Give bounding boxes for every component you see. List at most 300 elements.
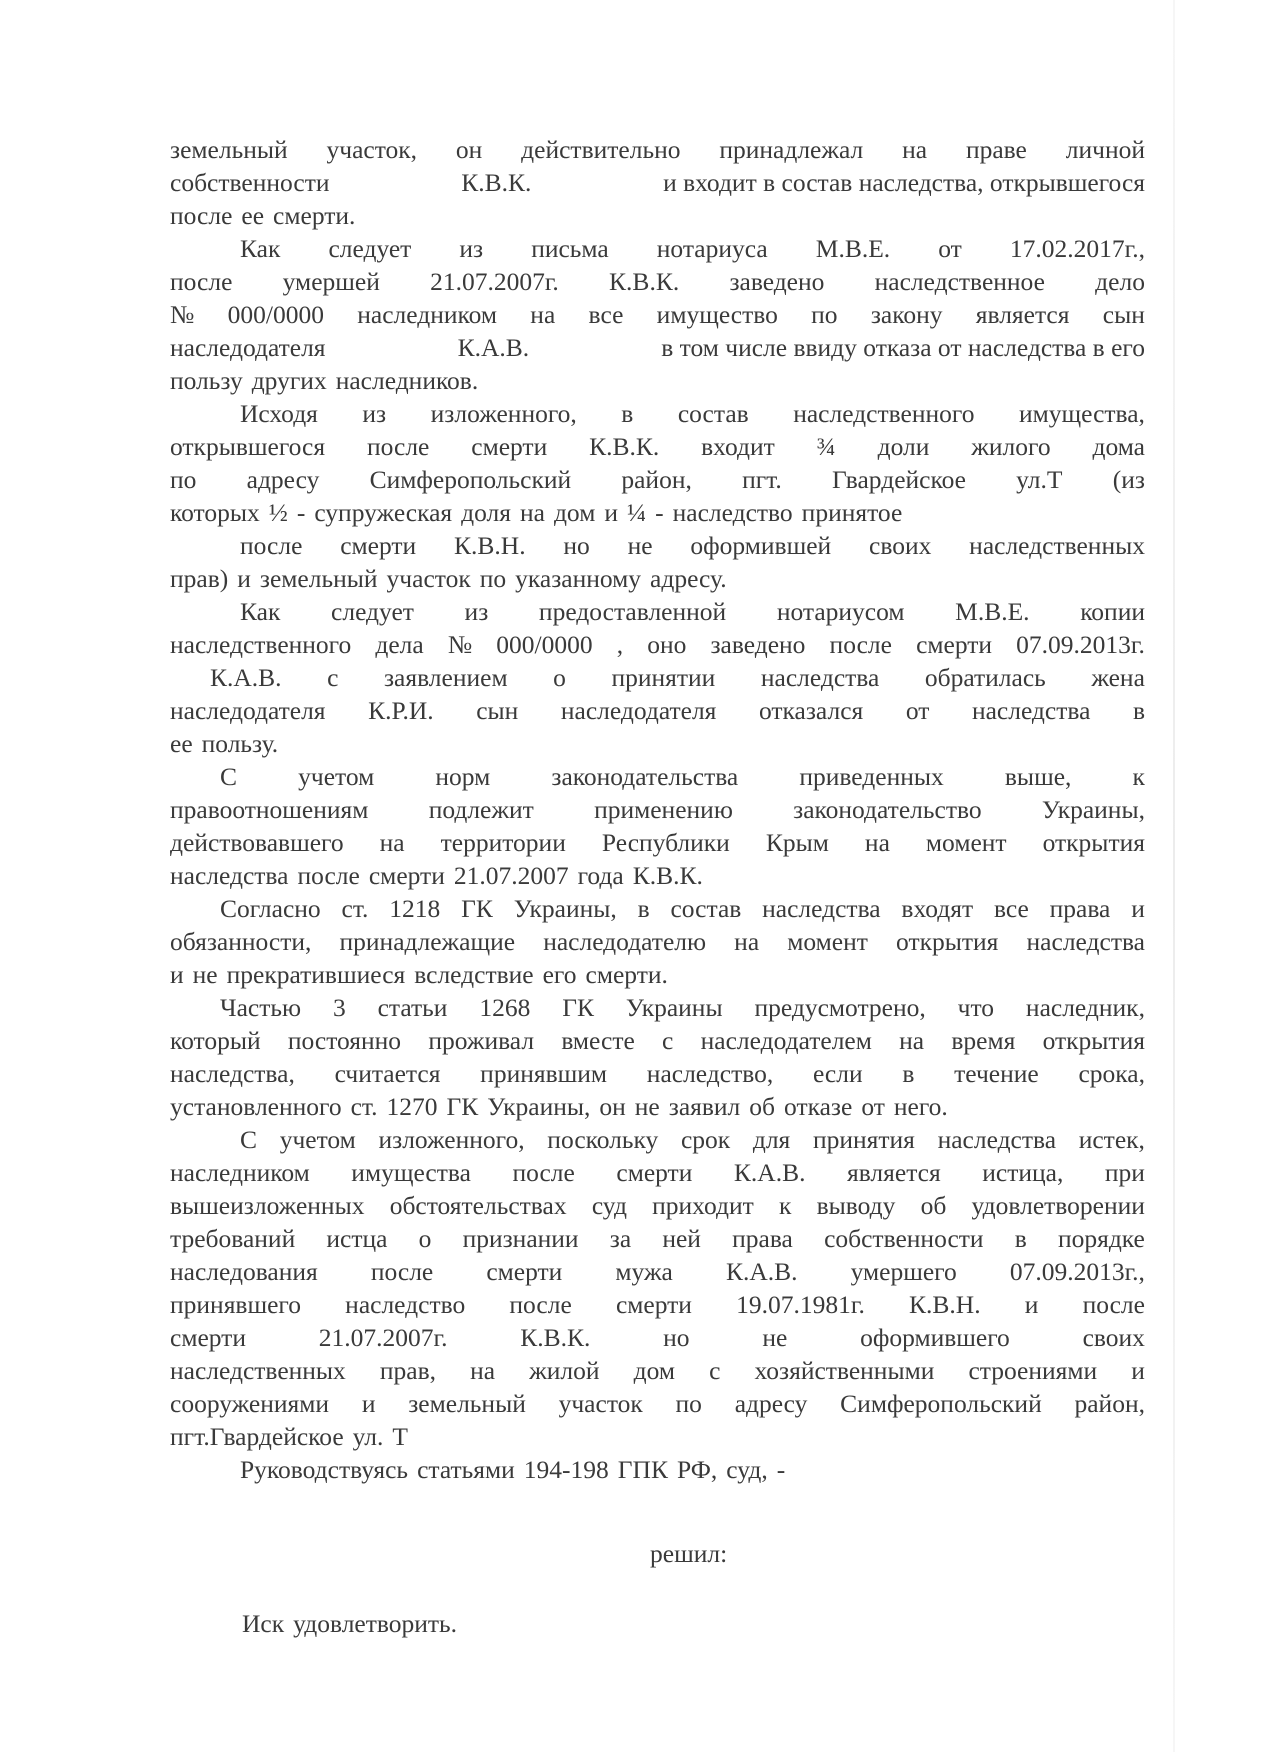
word: сын xyxy=(476,696,519,725)
word: наследственное xyxy=(874,267,1045,296)
word: № xyxy=(447,630,473,659)
word: является xyxy=(975,300,1070,329)
word: строениями xyxy=(968,1356,1098,1385)
word: следует xyxy=(331,597,414,626)
word: наследства xyxy=(1026,927,1145,956)
word: после xyxy=(366,432,430,461)
word: сооружениями xyxy=(170,1389,330,1418)
word: истек, xyxy=(1078,1125,1145,1154)
word: наследодателя xyxy=(170,696,326,725)
text-line xyxy=(170,859,1145,892)
text-line xyxy=(170,265,1145,298)
word: наследства xyxy=(937,1125,1057,1154)
word: после xyxy=(170,267,233,296)
word: прав) xyxy=(170,564,229,593)
word: установленного xyxy=(170,1092,342,1121)
word: законодательство xyxy=(793,795,982,824)
word: нотариусом xyxy=(776,597,905,626)
word: не xyxy=(627,531,653,560)
word: имущество xyxy=(656,300,778,329)
word: адресу. xyxy=(650,564,727,593)
decision-heading: решил: xyxy=(650,1539,728,1568)
word: и xyxy=(237,564,251,593)
word: открытия xyxy=(1042,1026,1145,1055)
word: и xyxy=(361,1389,376,1418)
word: заведено xyxy=(710,630,806,659)
word: от xyxy=(861,1092,885,1121)
text-line xyxy=(170,232,1145,265)
word: наследственных xyxy=(969,531,1145,560)
word: К.Р.И. xyxy=(368,696,434,725)
word: при xyxy=(1104,1158,1145,1187)
word: указанному xyxy=(515,564,642,593)
text-line xyxy=(170,430,1145,463)
word: ГПК xyxy=(617,1455,668,1484)
word: к xyxy=(1132,762,1145,791)
word: прав, xyxy=(379,1356,437,1385)
word: РФ, xyxy=(676,1455,718,1484)
word: что xyxy=(957,993,995,1022)
word: собственности xyxy=(824,1224,984,1253)
word: предусмотрено, xyxy=(754,993,926,1022)
word: после xyxy=(1082,1290,1145,1319)
word: подлежит xyxy=(428,795,534,824)
word: оно xyxy=(647,630,687,659)
word: ст. xyxy=(341,894,369,923)
word: письма xyxy=(531,234,609,263)
word: 21.07.2007г. xyxy=(318,1323,448,1352)
word: обратилась xyxy=(924,663,1046,692)
word: время xyxy=(951,1026,1016,1055)
word: наследником xyxy=(357,300,498,329)
word: ее xyxy=(170,729,193,758)
word: смерти. xyxy=(585,960,668,989)
word: вышеизложенных xyxy=(170,1191,365,1220)
word: сын xyxy=(1102,300,1145,329)
word: об xyxy=(749,1092,776,1121)
word: года xyxy=(577,861,624,890)
word: ¾ xyxy=(816,432,836,461)
word: после xyxy=(512,1158,575,1187)
word: Как xyxy=(240,234,281,263)
word: ГК xyxy=(446,1092,479,1121)
word: 1270 xyxy=(386,1092,438,1121)
text-line xyxy=(170,562,1145,595)
word: Украины xyxy=(625,993,723,1022)
word: адресу xyxy=(734,1389,808,1418)
word: из xyxy=(459,234,484,263)
word: входят xyxy=(901,894,974,923)
word: не xyxy=(634,1092,660,1121)
word: наследодателю xyxy=(543,927,707,956)
word: К.В.К. xyxy=(520,1323,591,1352)
word: пгт. xyxy=(742,465,782,494)
word: Гвардейское xyxy=(832,465,966,494)
word: из xyxy=(362,399,387,428)
word: после xyxy=(240,531,303,560)
word: наследственных xyxy=(170,1356,346,1385)
word: принятия xyxy=(812,1125,915,1154)
word: к xyxy=(778,1191,792,1220)
word: по xyxy=(675,1389,702,1418)
text-line xyxy=(170,1057,1145,1090)
word: Республики xyxy=(601,828,730,857)
word: супружеская xyxy=(314,498,453,527)
word: район, xyxy=(1074,1389,1145,1418)
final-ruling xyxy=(242,1607,466,1640)
word: открывшегося xyxy=(170,432,326,461)
word: Как xyxy=(240,597,281,626)
word: в xyxy=(1014,1224,1027,1253)
text-line xyxy=(170,1387,1145,1420)
word: смерти xyxy=(471,432,548,461)
word: оформившего xyxy=(860,1323,1010,1352)
word: жена xyxy=(1091,663,1145,692)
word: с xyxy=(662,1026,674,1055)
word: за xyxy=(609,1224,632,1253)
text-line xyxy=(170,661,1145,694)
word: наследство xyxy=(345,1290,466,1319)
word: выше, xyxy=(1004,762,1072,791)
word: удовлетворении xyxy=(971,1191,1145,1220)
word: после xyxy=(509,1290,572,1319)
word: он xyxy=(455,135,483,164)
word: действовавшего xyxy=(170,828,344,857)
word: смерти xyxy=(486,1257,563,1286)
word: жилого xyxy=(971,432,1051,461)
text-line xyxy=(170,760,1145,793)
word: смерти xyxy=(616,1158,693,1187)
word: К.В.К. xyxy=(461,168,532,197)
word: пгт.Гвардейское xyxy=(170,1422,344,1451)
word: он xyxy=(599,1092,626,1121)
word: поскольку xyxy=(547,1125,659,1154)
word: Руководствуясь xyxy=(240,1455,409,1484)
word: ст. xyxy=(350,1092,378,1121)
text-line xyxy=(170,1420,1145,1453)
word: К.В.Н. xyxy=(454,531,526,560)
word: наследства xyxy=(762,894,881,923)
word: статьями xyxy=(417,1455,515,1484)
word: которых xyxy=(170,498,260,527)
word: К.А.В. xyxy=(210,663,282,692)
word: Украины, xyxy=(487,1092,591,1121)
word: является xyxy=(846,1158,941,1187)
word: принятии xyxy=(611,663,716,692)
word: после xyxy=(370,1257,434,1286)
word: Симферопольский xyxy=(840,1389,1042,1418)
word: смерти xyxy=(170,1323,246,1352)
text-line xyxy=(170,1321,1145,1354)
word: ½ xyxy=(268,498,288,527)
word: и xyxy=(1024,1290,1039,1319)
word: наследственного xyxy=(793,399,975,428)
word: ГК xyxy=(461,894,493,923)
word: 07.09.2013г., xyxy=(1009,1257,1145,1286)
word: следует xyxy=(328,234,412,263)
word: , xyxy=(616,630,624,659)
word: Частью xyxy=(220,993,302,1022)
word: из xyxy=(464,597,489,626)
word: 3 xyxy=(332,993,346,1022)
word: доли xyxy=(877,432,930,461)
word: 1268 xyxy=(479,993,531,1022)
word: от xyxy=(905,696,930,725)
word: вследствие xyxy=(414,960,534,989)
word: ул. xyxy=(352,1422,384,1451)
word: участок, xyxy=(326,135,418,164)
word: но xyxy=(563,531,590,560)
word: наследников. xyxy=(335,366,479,395)
word: открытия xyxy=(1042,828,1145,857)
word: наследства, xyxy=(170,1059,295,1088)
word: входит xyxy=(701,432,775,461)
text-line xyxy=(170,991,1145,1024)
word: и xyxy=(1131,1356,1145,1385)
word: не xyxy=(192,960,218,989)
word: ГК xyxy=(562,993,594,1022)
word: об xyxy=(920,1191,947,1220)
word: на xyxy=(470,1356,496,1385)
word: 19.07.1981г. xyxy=(736,1290,865,1319)
word: К.А.В. xyxy=(457,333,530,362)
word: К.В.К. xyxy=(589,432,660,461)
word: Т xyxy=(392,1422,408,1451)
word: наследство xyxy=(672,498,793,527)
word: по xyxy=(811,300,838,329)
word: если xyxy=(812,1059,863,1088)
word: момент xyxy=(787,927,868,956)
word: постоянно xyxy=(287,1026,402,1055)
word: после xyxy=(829,630,892,659)
word: пользу xyxy=(170,366,243,395)
word: смерти xyxy=(615,1290,692,1319)
text-line xyxy=(170,463,1145,496)
word: на xyxy=(864,828,890,857)
text-line xyxy=(170,298,1145,331)
word: выводу xyxy=(816,1191,896,1220)
word: в xyxy=(1132,696,1145,725)
word: К.А.В. xyxy=(733,1158,806,1187)
word: вместе xyxy=(561,1026,635,1055)
word: ул.Т xyxy=(1016,465,1063,494)
word: изложенного, xyxy=(430,399,577,428)
word: отказался xyxy=(758,696,864,725)
word: собственности xyxy=(170,168,330,197)
word: Крым xyxy=(765,828,829,857)
word: на xyxy=(902,135,928,164)
word: участок xyxy=(386,564,471,593)
text-line xyxy=(170,925,1145,958)
word: наследования xyxy=(170,1257,318,1286)
text-line xyxy=(170,595,1145,628)
text-line xyxy=(170,892,1145,925)
word: дом xyxy=(553,498,596,527)
word: считается xyxy=(334,1059,441,1088)
word: мужа xyxy=(615,1257,673,1286)
word: земельный xyxy=(408,1389,526,1418)
text-line xyxy=(170,694,1145,727)
word: Иск xyxy=(242,1609,285,1638)
word: для xyxy=(752,1125,791,1154)
word: наследодателем xyxy=(700,1026,872,1055)
word: не xyxy=(762,1323,788,1352)
text-line xyxy=(170,1255,1145,1288)
text-line xyxy=(170,1090,1145,1123)
word: наследственного xyxy=(170,630,352,659)
word: и xyxy=(1131,894,1145,923)
word: приведенных xyxy=(799,762,944,791)
word: своих xyxy=(1082,1323,1145,1352)
word: К.В.К. xyxy=(609,267,680,296)
word: обязанности, xyxy=(170,927,312,956)
text-line xyxy=(170,1288,1145,1321)
word: наследодателя xyxy=(170,333,326,362)
word: наследства xyxy=(760,663,880,692)
word: адресу xyxy=(246,465,320,494)
word: обстоятельствах xyxy=(389,1191,567,1220)
word: имущества, xyxy=(1018,399,1145,428)
word: № xyxy=(170,300,195,329)
word: смерти xyxy=(368,861,445,890)
word: по xyxy=(479,564,507,593)
text-line xyxy=(170,364,1145,397)
word: закону xyxy=(870,300,943,329)
word: дело xyxy=(1095,267,1145,296)
word: хозяйственными xyxy=(754,1356,935,1385)
document-body xyxy=(170,133,1145,1486)
word: норм xyxy=(435,762,491,791)
word: все xyxy=(588,300,624,329)
word: дома xyxy=(1092,432,1145,461)
word: земельный xyxy=(170,135,288,164)
word: 1218 xyxy=(389,894,441,923)
word: суд, xyxy=(726,1455,768,1484)
word: учетом xyxy=(298,762,375,791)
word: о xyxy=(418,1224,432,1253)
word: умершей xyxy=(282,267,380,296)
word: удовлетворить. xyxy=(293,1609,458,1638)
word: - xyxy=(655,498,664,527)
scan-edge-shadow xyxy=(1173,0,1175,1752)
word: 21.07.2007 xyxy=(453,861,569,890)
word: смерти. xyxy=(273,201,356,230)
word: - xyxy=(296,498,306,527)
word: действительно xyxy=(521,135,681,164)
word: в xyxy=(637,894,650,923)
word: имущества xyxy=(351,1158,471,1187)
text-line xyxy=(170,1222,1145,1255)
word: М.В.Е. xyxy=(955,597,1030,626)
word: после xyxy=(170,201,233,230)
word: в xyxy=(621,399,634,428)
word: пользу. xyxy=(201,729,279,758)
word: наследства xyxy=(170,861,289,890)
word: Украины, xyxy=(1041,795,1145,824)
word: наследником xyxy=(170,1158,310,1187)
text-line xyxy=(170,166,1145,199)
word: него. xyxy=(893,1092,948,1121)
word: и входит в состав наследства, открывшегося xyxy=(663,168,1145,197)
word: принявшим xyxy=(480,1059,608,1088)
word: с xyxy=(709,1356,721,1385)
word: его xyxy=(542,960,577,989)
word: прекратившиеся xyxy=(226,960,406,989)
text-line xyxy=(170,628,1145,661)
word: дела xyxy=(375,630,424,659)
word: права xyxy=(732,1224,793,1253)
text-line xyxy=(170,958,1145,991)
word: наследства xyxy=(971,696,1091,725)
word: момент xyxy=(925,828,1007,857)
word: предоставленной xyxy=(538,597,727,626)
word: 21.07.2007г. xyxy=(430,267,559,296)
word: ее xyxy=(241,201,265,230)
word: принятое xyxy=(801,498,903,527)
word: К.В.Н. xyxy=(909,1290,981,1319)
word: (из xyxy=(1112,465,1145,494)
word: признании xyxy=(462,1224,579,1253)
word: копии xyxy=(1080,597,1145,626)
text-line xyxy=(170,496,1145,529)
word: принадлежал xyxy=(719,135,864,164)
word: заявил xyxy=(668,1092,741,1121)
word: земельный xyxy=(259,564,378,593)
word: дом xyxy=(633,1356,676,1385)
word: ¼ xyxy=(627,498,647,527)
word: на xyxy=(519,498,545,527)
word: открытия xyxy=(896,927,999,956)
text-line xyxy=(170,331,1145,364)
word: на xyxy=(899,1026,925,1055)
word: применению xyxy=(594,795,733,824)
text-line xyxy=(170,1354,1145,1387)
word: на xyxy=(379,828,405,857)
word: истица, xyxy=(982,1158,1064,1187)
word: после xyxy=(297,861,360,890)
word: на xyxy=(530,300,556,329)
word: 07.09.2013г. xyxy=(1016,630,1145,659)
word: 000/0000 xyxy=(496,630,593,659)
word: который xyxy=(170,1026,261,1055)
word: с xyxy=(327,663,339,692)
word: срок xyxy=(680,1125,731,1154)
word: в xyxy=(902,1059,915,1088)
word: район, xyxy=(621,465,692,494)
word: Украины, xyxy=(513,894,617,923)
word: 000/0000 xyxy=(227,300,324,329)
word: все xyxy=(993,894,1029,923)
text-line xyxy=(170,397,1145,430)
word: приходит xyxy=(652,1191,754,1220)
word: С xyxy=(220,762,238,791)
word: отказе xyxy=(784,1092,853,1121)
word: праве xyxy=(965,135,1027,164)
word: но xyxy=(663,1323,690,1352)
text-line xyxy=(170,793,1145,826)
word: - xyxy=(776,1455,786,1484)
word: на xyxy=(734,927,760,956)
text-line xyxy=(170,1123,1145,1156)
text-line xyxy=(170,529,1145,562)
word: в том числе ввиду отказа от наследства в его xyxy=(661,333,1145,362)
word: срока, xyxy=(1078,1059,1145,1088)
word: заведено xyxy=(729,267,825,296)
word: суд xyxy=(591,1191,627,1220)
word: 17.02.2017г., xyxy=(1009,234,1145,263)
word: по xyxy=(170,465,197,494)
word: принадлежащие xyxy=(339,927,516,956)
